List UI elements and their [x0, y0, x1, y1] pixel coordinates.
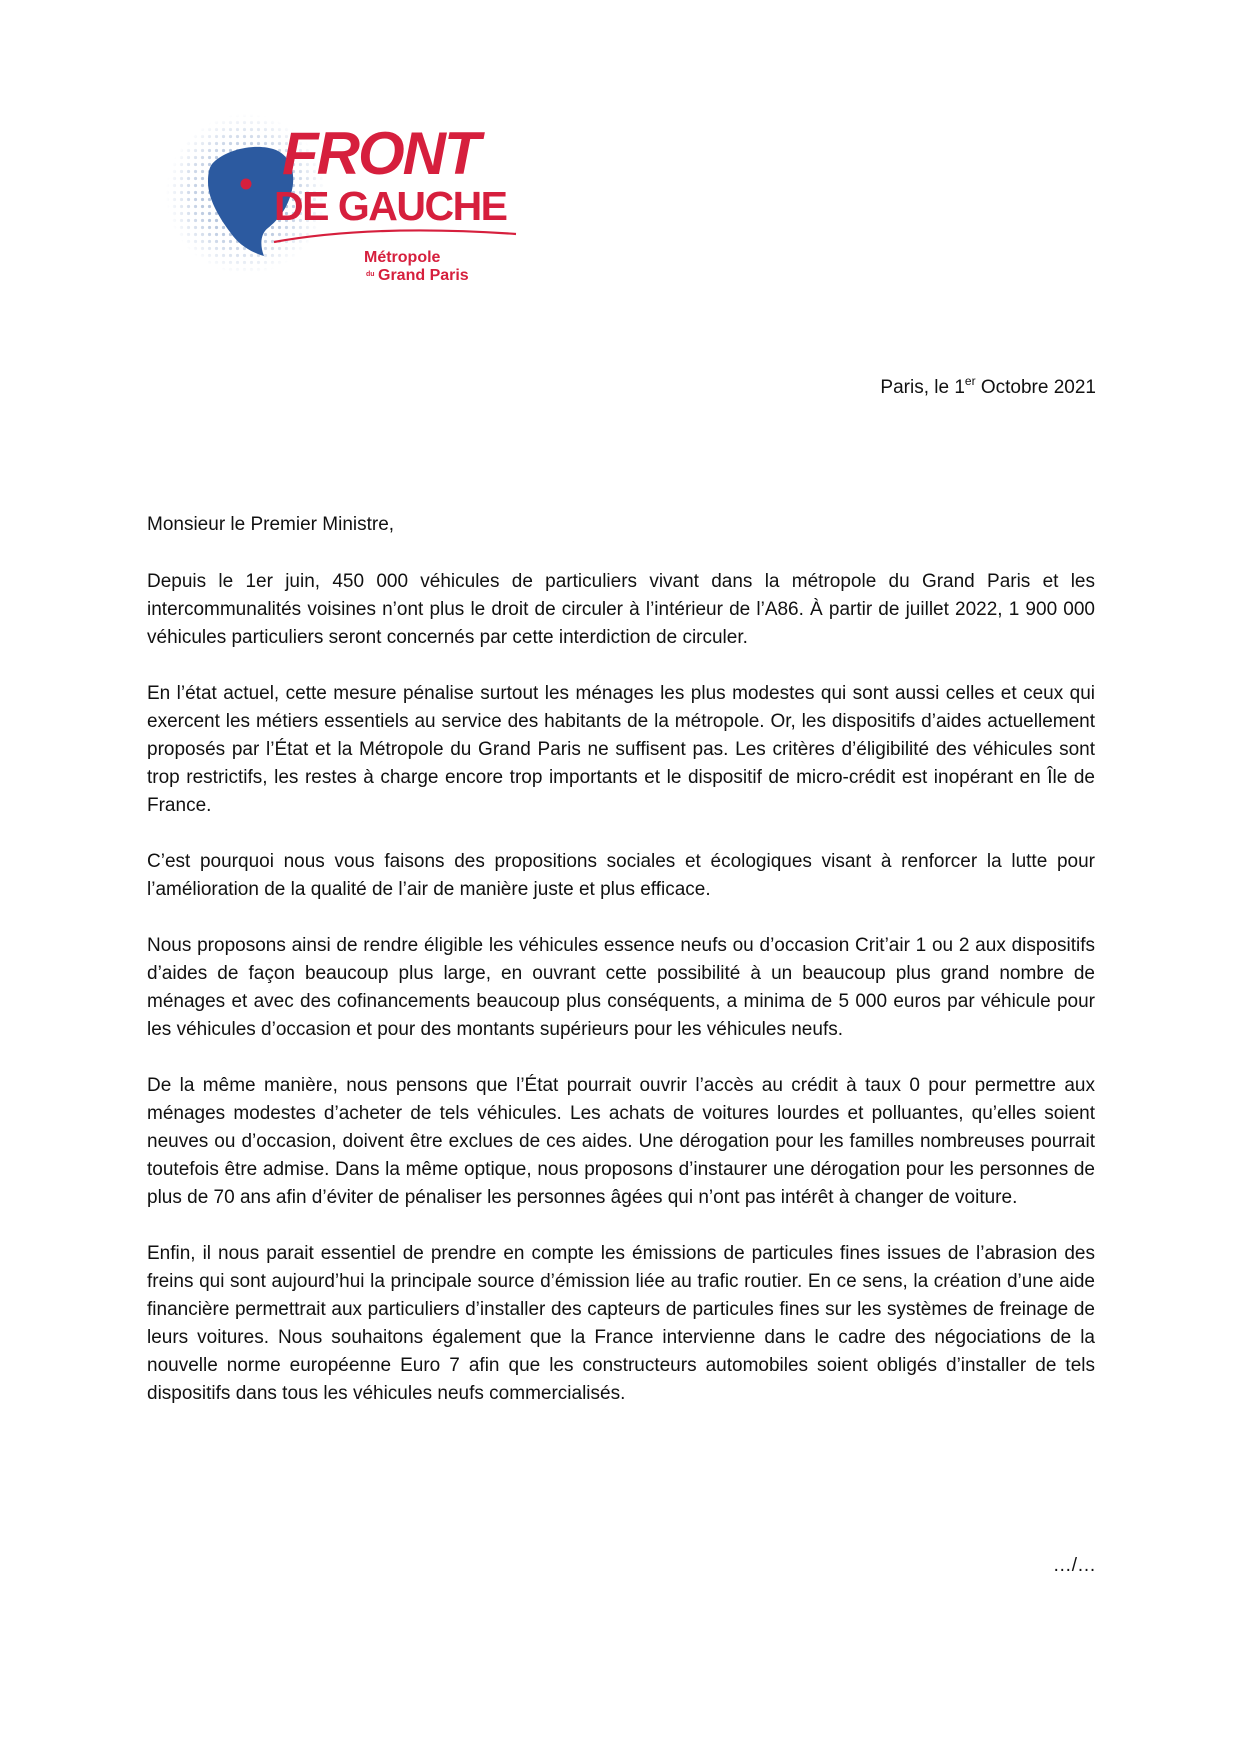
paragraph: Nous proposons ainsi de rendre éligible les véhicules essence neufs ou d’occasion Crit’air 1 ou 2 aux dispositifs d’aides de façon beaucoup plus large, en ouvrant cette possibilité à un beaucoup plus grand nombre de ménages et avec des cofinancements beaucoup plus conséquents, a minima de 5 000 euros par véhicule pour les véhicules d’occasion et pour des montants supérieurs pour les véhicules neufs. [147, 935, 1095, 1040]
logo-subtitle-1: Métropole [364, 249, 441, 266]
date-superscript: er [964, 373, 976, 388]
salutation: Monsieur le Premier Ministre, [147, 514, 395, 535]
front-de-gauche-logo [164, 112, 544, 302]
continuation-marker: …/… [1052, 1555, 1096, 1576]
date-prefix: Paris, le 1 [880, 377, 965, 398]
letter-body [147, 568, 1095, 1436]
date-suffix: Octobre 2021 [975, 377, 1096, 398]
logo-line2: DE GAUCHE [274, 183, 507, 229]
paragraph: De la même manière, nous pensons que l’État pourrait ouvrir l’accès au crédit à taux 0 pour permettre aux ménages modestes d’acheter de tels véhicules. Les achats de voitures lourdes et polluantes, qu’elles soient neuves ou d’occasion, doivent être exclues de ces aides. Une dérogation pour les familles nombreuses pourrait toutefois être admise. Dans la même optique, nous proposons d’instaurer une dérogation pour les personnes de plus de 70 ans afin d’éviter de pénaliser les personnes âgées qui n’ont pas intérêt à changer de voiture. [147, 1075, 1095, 1208]
paragraph: En l’état actuel, cette mesure pénalise surtout les ménages les plus modestes qui sont aussi celles et ceux qui exercent les métiers essentiels au service des habitants de la métropole. Or, les dispositifs d’aides actuellement proposés par l’État et la Métropole du Grand Paris ne suffisent pas. Les critères d’éligibilité des véhicules sont trop restrictifs, les restes à charge encore trop importants et le dispositif de micro-crédit est inopérant en Île de France. [147, 683, 1095, 816]
letter-date [760, 374, 1096, 402]
logo-subtitle-2: Grand Paris [378, 267, 469, 284]
paragraph: Enfin, il nous parait essentiel de prendre en compte les émissions de particules fines issues de l’abrasion des freins qui sont aujourd’hui la principale source d’émission liée au trafic routier. En ce sens, la création d’une aide financière permettrait aux particuliers d’installer des capteurs de particules fines sur les systèmes de freinage de leurs voitures. Nous souhaitons également que la France intervienne dans le cadre des négociations de la nouvelle norme européenne Euro 7 afin que les constructeurs automobiles soient obligés d’installer de tels dispositifs dans tous les véhicules neufs commercialisés. [147, 1243, 1095, 1404]
logo-line1: FRONT [282, 120, 479, 187]
paragraph: C’est pourquoi nous vous faisons des propositions sociales et écologiques visant à renforcer la lutte pour l’amélioration de la qualité de l’air de manière juste et plus efficace. [147, 851, 1095, 900]
logo-subtitle-du: du [366, 271, 375, 278]
paragraph: Depuis le 1er juin, 450 000 véhicules de particuliers vivant dans la métropole du Grand Paris et les intercommunalités voisines n’ont plus le droit de circuler à l’intérieur de l’A86. À partir de juillet 2022, 1 900 000 véhicules particuliers seront concernés par cette interdiction de circuler. [147, 571, 1095, 648]
paris-dot-icon [241, 179, 252, 190]
